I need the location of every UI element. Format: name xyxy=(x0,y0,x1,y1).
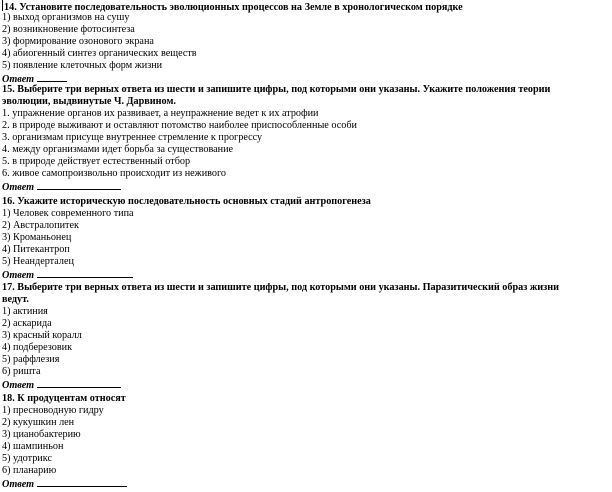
answer-blank[interactable] xyxy=(37,72,67,82)
answer-label: Ответ xyxy=(2,270,35,281)
answer-blank[interactable] xyxy=(37,378,121,388)
answer-label: Ответ xyxy=(2,380,35,391)
answer-blank[interactable] xyxy=(37,180,121,190)
question-18-option-1: 1) пресноводную гидру xyxy=(2,405,104,416)
question-15-answer-line xyxy=(2,180,121,192)
question-14-title xyxy=(2,0,463,12)
question-17-option-2: 2) аскарида xyxy=(2,318,52,329)
answer-blank[interactable] xyxy=(37,268,133,278)
question-18-option-4: 4) шампиньон xyxy=(2,441,64,452)
answer-label: Ответ xyxy=(2,74,35,85)
question-16-option-5: 5) Неандерталец xyxy=(2,256,74,267)
question-18-option-3: 3) цианобактерию xyxy=(2,429,81,440)
question-14-option-1: 1) выход организмов на сушу xyxy=(2,12,130,23)
question-15-option-6: 6. живое самопроизвольно происходит из неживого xyxy=(2,168,227,179)
question-15-title-line-1: 15. Выберите три верных ответа из шести и запишите цифры, под которыми они указаны. Укажите положения теории xyxy=(2,84,551,95)
text-cursor xyxy=(2,0,3,11)
question-15-option-2: 2. в природе выживают и оставляют потомство наиболее приспособленные особи xyxy=(2,120,357,131)
question-18-title: 18. К продуцентам относят xyxy=(2,393,126,404)
question-14-answer-line xyxy=(2,72,67,84)
question-15-option-4: 4. между организмами идет борьба за существование xyxy=(2,144,234,155)
question-14-option-2: 2) возникновение фотосинтеза xyxy=(2,24,135,35)
answer-blank[interactable] xyxy=(37,477,127,487)
question-16-answer-line xyxy=(2,268,133,280)
question-14-option-5: 5) появление клеточных форм жизни xyxy=(2,60,163,71)
question-16-option-3: 3) Кроманьонец xyxy=(2,232,72,243)
question-18-answer-line xyxy=(2,477,127,489)
question-15-option-1: 1. упражнение органов их развивает, а неупражнение ведет к их атрофии xyxy=(2,108,319,119)
question-17-option-4: 4) подберезовик xyxy=(2,342,73,353)
question-17-title-line-2: ведут. xyxy=(2,294,29,305)
question-17-title-line-1: 17. Выберите три верных ответа из шести и запишите цифры, под которыми они указаны. Паразитический образ жизни xyxy=(2,282,559,293)
question-14-option-4: 4) абиогенный синтез органических веществ xyxy=(2,48,197,59)
question-17-option-3: 3) красный коралл xyxy=(2,330,82,341)
question-16-title: 16. Укажите историческую последовательность основных стадий антропогенеза xyxy=(2,196,371,207)
question-17-option-5: 5) раффлезия xyxy=(2,354,60,365)
question-15-option-5: 5. в природе действует естественный отбор xyxy=(2,156,191,167)
question-17-answer-line xyxy=(2,378,121,390)
question-14-option-3: 3) формирование озонового экрана xyxy=(2,36,154,47)
question-16-option-4: 4) Питекантроп xyxy=(2,244,70,255)
question-15-option-3: 3. организмам присуще внутреннее стремление к прогрессу xyxy=(2,132,263,143)
answer-label: Ответ xyxy=(2,479,35,490)
question-14-title-text: 14. Установите последовательность эволюционных процессов на Земле в хронологическом порядке xyxy=(4,2,463,13)
answer-label: Ответ xyxy=(2,182,35,193)
question-16-option-2: 2) Австралопитек xyxy=(2,220,79,231)
question-18-option-2: 2) кукушкин лен xyxy=(2,417,75,428)
question-17-option-6: 6) ришта xyxy=(2,366,41,377)
question-16-option-1: 1) Человек современного типа xyxy=(2,208,134,219)
question-18-option-5: 5) удотрикс xyxy=(2,453,52,464)
question-15-title-line-2: эволюции, выдвинутые Ч. Дарвином. xyxy=(2,96,176,107)
question-18-option-6: 6) планарию xyxy=(2,465,57,476)
question-17-option-1: 1) актиния xyxy=(2,306,48,317)
